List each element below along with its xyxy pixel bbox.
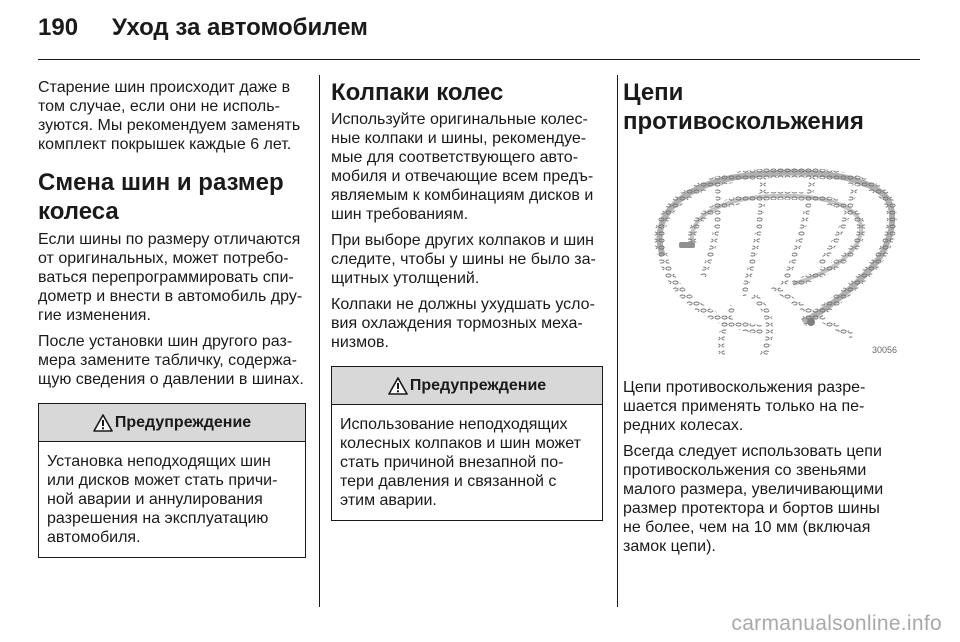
warning-title: Предупреждение (114, 414, 252, 431)
paragraph: При выборе других колпаков и шин следите, чтобы у шины не было за-щитных утолщений. (331, 232, 596, 287)
warning-text: Установка неподходящих шин или дисков может стать причи-ной аварии и аннулирования разрешения на эксплуатацию автомобиля. (47, 453, 278, 546)
paragraph: Колпаки не должны ухудшать усло-вия охлаждения тормозных меха-низмов. (331, 296, 595, 351)
warning-box (331, 366, 603, 521)
paragraph: Цепи противоскольжения разре-шается применять только на пе-редних колесах. (623, 379, 866, 434)
warning-title: Предупреждение (409, 377, 547, 394)
column-divider-2 (617, 75, 618, 607)
paragraph: Всегда следует использовать цепи противоскольжения со звеньями малого размера, увеличивающими размер протектора и бортов шины не более, чем на 10 мм (включая замок цепи). (623, 443, 884, 555)
paragraph: Используйте оригинальные колес-ные колпаки и шины, рекомендуе-мые для соответствующего авто-мобиля и отвечающие всем предъ-являемым к комбинациям дисков и шин требованиям. (331, 111, 594, 223)
column-3 (623, 78, 901, 563)
warning-header (39, 404, 305, 442)
watermark: carmanualsonline.info (731, 612, 942, 635)
intro-paragraph: Старение шин происходит даже в том случае, если они не исполь-зуются. Мы рекомендуем заменять комплект покрышек каждые 6 лет. (38, 79, 301, 153)
column-divider-1 (319, 75, 320, 607)
section-heading-wheel-covers: Колпаки колес (331, 79, 504, 106)
chapter-title: Уход за автомобилем (112, 14, 368, 41)
header-divider (38, 59, 920, 60)
snow-chains-illustration (623, 146, 901, 364)
section-heading-snow-chains: Цепи противоскольжения (623, 79, 864, 135)
figure-code: 30056 (871, 345, 897, 355)
column-1 (38, 78, 306, 558)
column-2 (331, 78, 603, 521)
warning-triangle-icon (388, 377, 408, 395)
warning-box (38, 403, 306, 558)
snow-chain-icon (623, 146, 901, 364)
paragraph: После установки шин другого раз-мера замените табличку, содержа-щую сведения о давлении в шинах. (38, 333, 304, 388)
page-number: 190 (38, 14, 79, 41)
section-heading-tire-change: Смена шин и размер колеса (38, 169, 284, 225)
warning-text: Использование неподходящих колесных колпаков и шин может стать причиной внезапной по-тери давления и связанной с этим аварии. (340, 416, 581, 509)
warning-header (332, 367, 602, 405)
paragraph: Если шины по размеру отличаются от оригинальных, может потребо-ваться перепрограммировать спи-дометр и внести в автомобиль дру-гие изменения. (38, 231, 303, 324)
warning-triangle-icon (93, 414, 113, 432)
